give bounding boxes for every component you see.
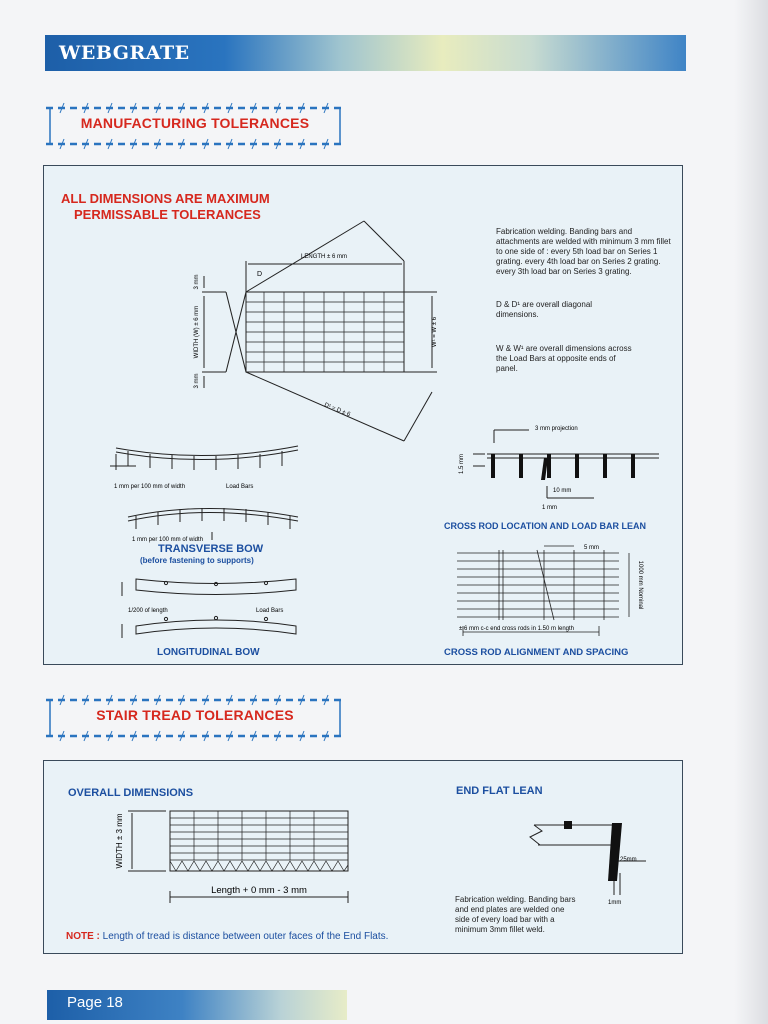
page-footer [47, 990, 347, 1020]
overall-dimensions-title: OVERALL DIMENSIONS [68, 787, 194, 799]
transverse-bow-title: TRANSVERSE BOW [158, 543, 264, 555]
end-flat-25mm-label: 25mm [620, 857, 637, 863]
section-title: MANUFACTURING TOLERANCES [80, 115, 310, 131]
panel-plan-drawing [174, 216, 464, 446]
five-mm-label: 5 mm [584, 545, 599, 551]
cross-rod-alignment-title: CROSS ROD ALIGNMENT AND SPACING [444, 647, 629, 658]
three-mm-top-label: 3 mm [194, 274, 200, 290]
section-title: STAIR TREAD TOLERANCES [96, 707, 294, 723]
cross-rod-alignment-drawing [449, 538, 664, 640]
ten-mm-label: 10 mm [553, 488, 572, 494]
header-banner [45, 35, 686, 71]
projection-label: 3 mm projection [535, 426, 578, 432]
width-tolerance-label: WIDTH (W) ± 6 mm [194, 305, 200, 359]
section-header-manufacturing [44, 100, 346, 152]
tolerance-heading-line1: ALL DIMENSIONS ARE MAXIMUM [61, 191, 270, 206]
longitudinal-bow-title: LONGITUDINAL BOW [157, 647, 260, 658]
longitudinal-bow-drawing [106, 574, 306, 642]
transverse-bow-drawing [106, 436, 306, 546]
cross-rod-location-drawing [449, 418, 664, 513]
load-bars-label-1: Load Bars [226, 484, 254, 490]
spacing-label: ± 6 mm c-c end cross rods in 1.50 m length [459, 626, 575, 632]
stair-length-label: Length + 0 mm - 3 mm [211, 885, 307, 896]
cross-rod-location-title: CROSS ROD LOCATION AND LOAD BAR LEAN [444, 521, 646, 531]
end-flat-1mm-label: 1mm [608, 900, 622, 906]
page-number: Page 18 [67, 994, 123, 1011]
fabrication-note: Fabrication welding. Banding bars and attachments are welded with minimum 3 mm fillet to one side of : every 5th load bar on Series 1 grating. every 4th load bar on Series 2 grating. every 3th load bar on Series 3 grating. [496, 227, 671, 276]
transverse-bow-label-2: 1 mm per 100 mm of width [132, 537, 204, 543]
page-edge-shadow [734, 0, 768, 1024]
note-text: Length of tread is distance between outer faces of the End Flats. [102, 931, 389, 942]
diagonal-d-label: D [257, 271, 263, 278]
length-tolerance-label: LENGTH ± 6 mm [301, 254, 347, 260]
end-flat-lean-title: END FLAT LEAN [456, 785, 543, 797]
three-mm-bottom-label: 3 mm [194, 373, 200, 389]
brand-title: WEBGRATE [59, 42, 190, 64]
tolerance-heading-line2: PERMISSABLE TOLERANCES [74, 207, 261, 222]
stair-width-label: WIDTH ± 3 mm [115, 813, 124, 869]
one-five-mm-label: 1.5 mm [459, 453, 465, 475]
stair-note [66, 931, 388, 942]
stair-tread-plan-drawing [114, 805, 359, 917]
section-header-stair-tread [44, 692, 346, 744]
end-flat-lean-drawing [524, 809, 664, 909]
transverse-bow-subtitle: (before fastening to supports) [140, 556, 254, 565]
width-note: W & W¹ are overall dimensions across the Load Bars at opposite ends of panel. [496, 344, 632, 373]
one-mm-label: 1 mm [542, 505, 557, 511]
nominal-label: 1000 mm Nominal [637, 560, 643, 610]
transverse-bow-label-1: 1 mm per 100 mm of width [114, 484, 186, 490]
note-label: NOTE : [66, 931, 100, 942]
stair-fabrication-note: Fabrication welding. Banding bars and end plates are welded one side of every load bar with a minimum 3mm fillet weld. [455, 895, 576, 934]
load-bars-label-2: Load Bars [256, 608, 284, 614]
diagonal-note: D & D¹ are overall diagonal dimensions. [496, 300, 593, 319]
manufacturing-tolerances-panel [43, 165, 683, 665]
stair-tread-panel [43, 760, 683, 954]
diagonal-d1-label: D¹ = D ± 6 [323, 402, 351, 419]
longitudinal-bow-label: 1/200 of length [128, 608, 168, 614]
w1-label: W¹ = W ± 6 [432, 316, 438, 348]
